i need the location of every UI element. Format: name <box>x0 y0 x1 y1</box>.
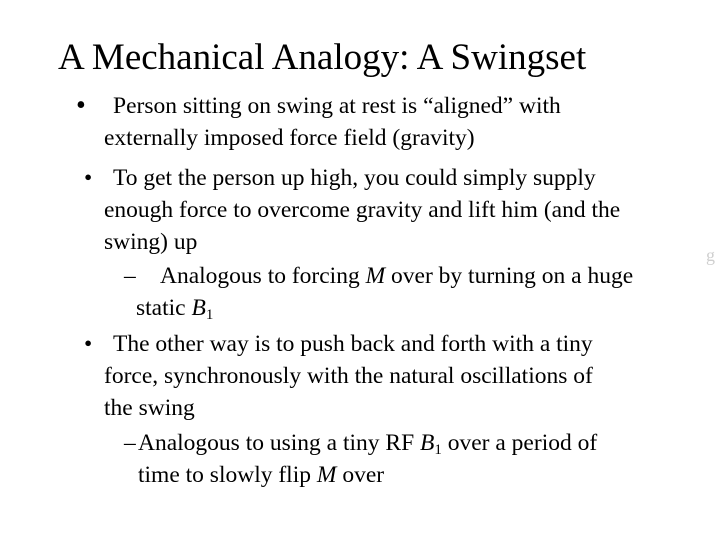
sub-bullet-2-text-post: over a period of <box>441 430 598 456</box>
sub-bullet-1-text-post: over by turning on a huge <box>385 263 634 289</box>
bullet-3-line-2: force, synchronously with the natural oscillations of <box>104 363 593 389</box>
edge-fragment-text: g <box>706 245 715 265</box>
sub-bullet-2-line-2 <box>138 459 384 491</box>
sub-bullet-2-line2-post: over <box>336 462 385 488</box>
bullet-1-line-1: Person sitting on swing at rest is “aligned” with <box>113 93 561 119</box>
sub-bullet-1-line-1 <box>160 260 633 292</box>
bullet-2-marker: • <box>84 165 93 191</box>
bullet-3-line-1: The other way is to push back and forth with a tiny <box>113 331 593 357</box>
sub-bullet-2-var-m: M <box>316 462 337 488</box>
sub-bullet-1-var-m: M <box>365 263 386 289</box>
slide-title: A Mechanical Analogy: A Swingset <box>58 37 587 78</box>
sub-bullet-1-text-pre: Analogous to forcing <box>160 263 366 289</box>
sub-bullet-1-marker: – <box>124 263 136 289</box>
bullet-3-marker: • <box>84 331 93 357</box>
sub-bullet-2-sub: 1 <box>434 442 442 458</box>
sub-bullet-1-line2-pre: static <box>136 295 192 321</box>
bullet-2-line-2: enough force to overcome gravity and lift him (and the <box>104 197 621 223</box>
sub-bullet-2-line-1 <box>138 427 597 459</box>
bullet-1-line-2: externally imposed force field (gravity) <box>104 125 475 151</box>
sub-bullet-2-text-pre: Analogous to using a tiny RF <box>138 430 421 456</box>
bullet-3-line-3: the swing <box>104 395 195 421</box>
bullet-2-line-1: To get the person up high, you could simply supply <box>113 165 596 191</box>
sub-bullet-2-marker: – <box>124 430 136 456</box>
sub-bullet-2-var-b: B <box>420 430 435 456</box>
bullet-2-line-3: swing) up <box>104 229 198 255</box>
sub-bullet-1-line-2 <box>136 292 213 324</box>
bullet-1-marker: • <box>76 90 86 121</box>
sub-bullet-1-sub: 1 <box>205 307 214 323</box>
sub-bullet-2-line2-pre: time to slowly flip <box>138 462 317 488</box>
sub-bullet-1-var-b: B <box>191 295 206 321</box>
